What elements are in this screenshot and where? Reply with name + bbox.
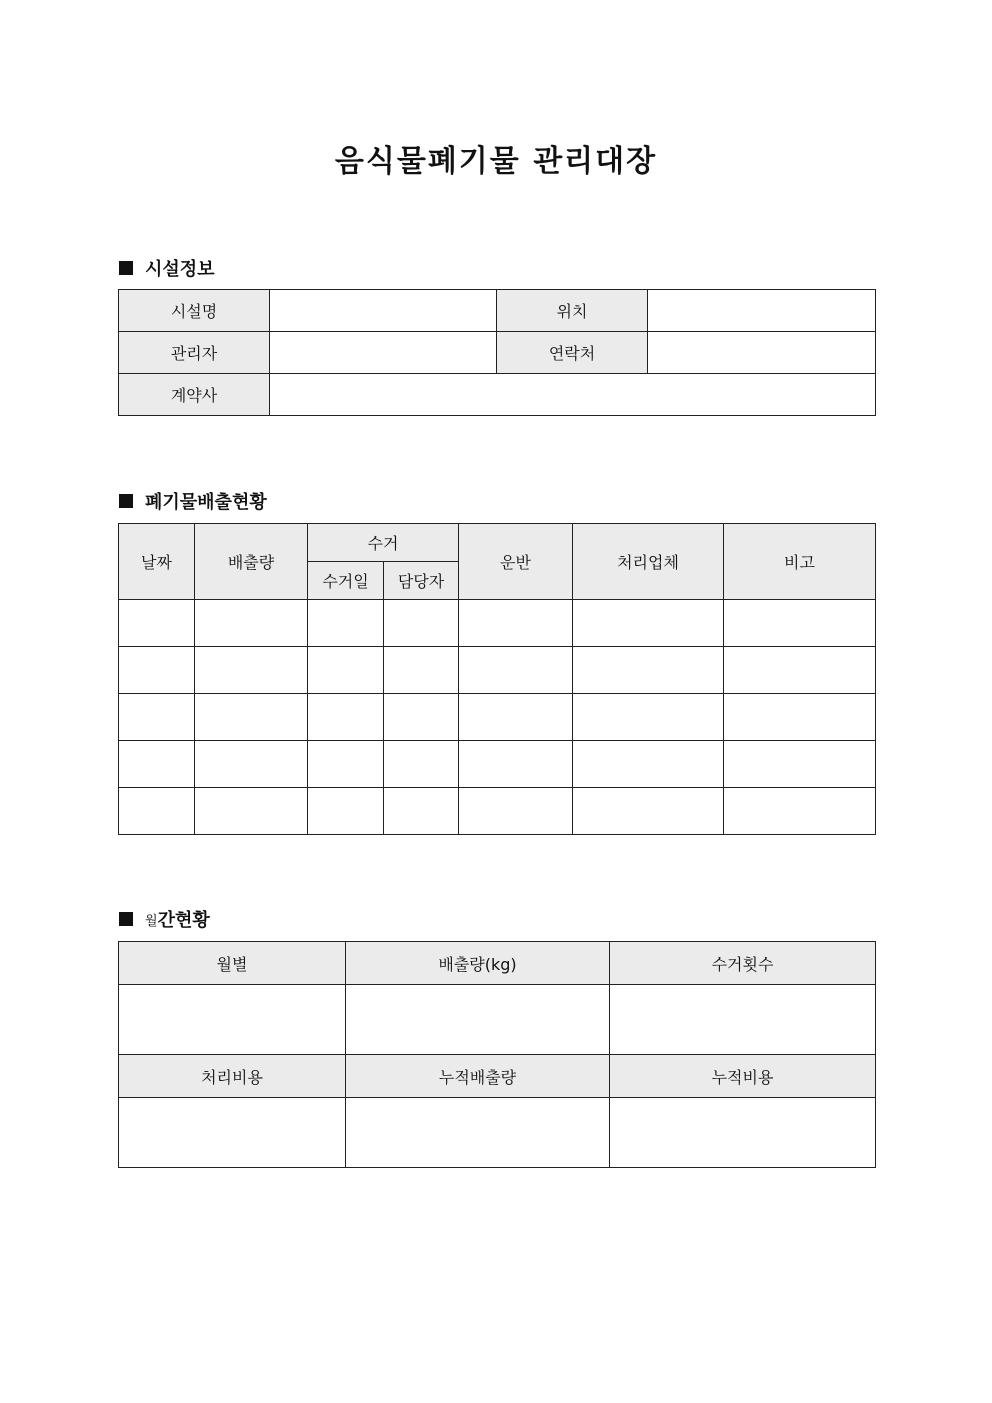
processing-cost-header: 처리비용 bbox=[119, 1055, 346, 1098]
table-cell[interactable] bbox=[308, 694, 384, 741]
table-cell[interactable] bbox=[573, 694, 724, 741]
monthly-section-heading bbox=[119, 906, 210, 932]
waste-heading-text: 폐기물배출현황 bbox=[145, 492, 267, 513]
monthly-heading-text: 간현황 bbox=[157, 910, 210, 931]
remarks-column-header: 비고 bbox=[724, 524, 876, 600]
table-cell[interactable] bbox=[459, 647, 573, 694]
table-header-row bbox=[119, 524, 876, 562]
table-cell[interactable] bbox=[724, 694, 876, 741]
collection-count-header: 수거횟수 bbox=[610, 942, 876, 985]
manager-label: 관리자 bbox=[119, 332, 270, 374]
facility-heading-text: 시설정보 bbox=[145, 259, 215, 280]
table-row bbox=[119, 647, 876, 694]
by-month-header: 월별 bbox=[119, 942, 346, 985]
table-cell[interactable] bbox=[119, 741, 195, 788]
person-in-charge-column-header: 담당자 bbox=[384, 562, 459, 600]
square-bullet-icon bbox=[119, 494, 133, 508]
table-row bbox=[119, 741, 876, 788]
table-row bbox=[119, 600, 876, 647]
table-cell[interactable] bbox=[573, 647, 724, 694]
facility-info-table bbox=[118, 289, 876, 416]
square-bullet-icon bbox=[119, 912, 133, 926]
table-cell[interactable] bbox=[119, 694, 195, 741]
by-month-field[interactable] bbox=[119, 985, 346, 1055]
table-cell[interactable] bbox=[573, 600, 724, 647]
table-cell[interactable] bbox=[384, 600, 459, 647]
table-cell[interactable] bbox=[195, 741, 308, 788]
table-cell[interactable] bbox=[384, 647, 459, 694]
table-row bbox=[119, 1098, 876, 1168]
contact-field[interactable] bbox=[648, 332, 876, 374]
table-cell[interactable] bbox=[724, 647, 876, 694]
facility-section-heading bbox=[119, 255, 215, 281]
table-cell[interactable] bbox=[384, 694, 459, 741]
table-cell[interactable] bbox=[459, 788, 573, 835]
collection-date-column-header: 수거일 bbox=[308, 562, 384, 600]
table-row bbox=[119, 332, 876, 374]
cumulative-amount-field[interactable] bbox=[346, 1098, 610, 1168]
table-cell[interactable] bbox=[119, 647, 195, 694]
monthly-status-table bbox=[118, 941, 876, 1168]
document-title: 음식물폐기물 관리대장 bbox=[334, 144, 658, 179]
table-cell[interactable] bbox=[195, 647, 308, 694]
facility-name-label: 시설명 bbox=[119, 290, 270, 332]
square-bullet-icon bbox=[119, 261, 133, 275]
table-cell[interactable] bbox=[308, 788, 384, 835]
table-cell[interactable] bbox=[119, 788, 195, 835]
monthly-heading-prefix: 월 bbox=[145, 913, 158, 929]
table-cell[interactable] bbox=[119, 600, 195, 647]
table-cell[interactable] bbox=[573, 741, 724, 788]
table-row bbox=[119, 374, 876, 416]
table-cell[interactable] bbox=[308, 647, 384, 694]
table-cell[interactable] bbox=[308, 600, 384, 647]
cumulative-cost-field[interactable] bbox=[610, 1098, 876, 1168]
table-cell[interactable] bbox=[459, 741, 573, 788]
facility-name-field[interactable] bbox=[270, 290, 497, 332]
contractor-field[interactable] bbox=[270, 374, 876, 416]
table-cell[interactable] bbox=[724, 600, 876, 647]
table-cell[interactable] bbox=[573, 788, 724, 835]
table-row bbox=[119, 694, 876, 741]
table-cell[interactable] bbox=[459, 600, 573, 647]
table-cell[interactable] bbox=[384, 741, 459, 788]
table-cell[interactable] bbox=[195, 600, 308, 647]
cumulative-amount-header: 누적배출량 bbox=[346, 1055, 610, 1098]
transport-column-header: 운반 bbox=[459, 524, 573, 600]
amount-kg-field[interactable] bbox=[346, 985, 610, 1055]
table-cell[interactable] bbox=[459, 694, 573, 741]
table-header-row bbox=[119, 1055, 876, 1098]
manager-field[interactable] bbox=[270, 332, 497, 374]
location-field[interactable] bbox=[648, 290, 876, 332]
table-header-row bbox=[119, 942, 876, 985]
table-cell[interactable] bbox=[384, 788, 459, 835]
amount-kg-header: 배출량(kg) bbox=[346, 942, 610, 985]
table-row bbox=[119, 985, 876, 1055]
collection-column-header: 수거 bbox=[308, 524, 459, 562]
amount-column-header: 배출량 bbox=[195, 524, 308, 600]
date-column-header: 날짜 bbox=[119, 524, 195, 600]
processor-column-header: 처리업체 bbox=[573, 524, 724, 600]
table-cell[interactable] bbox=[724, 788, 876, 835]
table-row bbox=[119, 290, 876, 332]
cumulative-cost-header: 누적비용 bbox=[610, 1055, 876, 1098]
table-row bbox=[119, 788, 876, 835]
table-cell[interactable] bbox=[195, 788, 308, 835]
collection-count-field[interactable] bbox=[610, 985, 876, 1055]
waste-discharge-table bbox=[118, 523, 876, 835]
processing-cost-field[interactable] bbox=[119, 1098, 346, 1168]
table-cell[interactable] bbox=[308, 741, 384, 788]
table-cell[interactable] bbox=[195, 694, 308, 741]
contractor-label: 계약사 bbox=[119, 374, 270, 416]
contact-label: 연락처 bbox=[497, 332, 648, 374]
table-cell[interactable] bbox=[724, 741, 876, 788]
waste-section-heading bbox=[119, 488, 267, 514]
location-label: 위치 bbox=[497, 290, 648, 332]
